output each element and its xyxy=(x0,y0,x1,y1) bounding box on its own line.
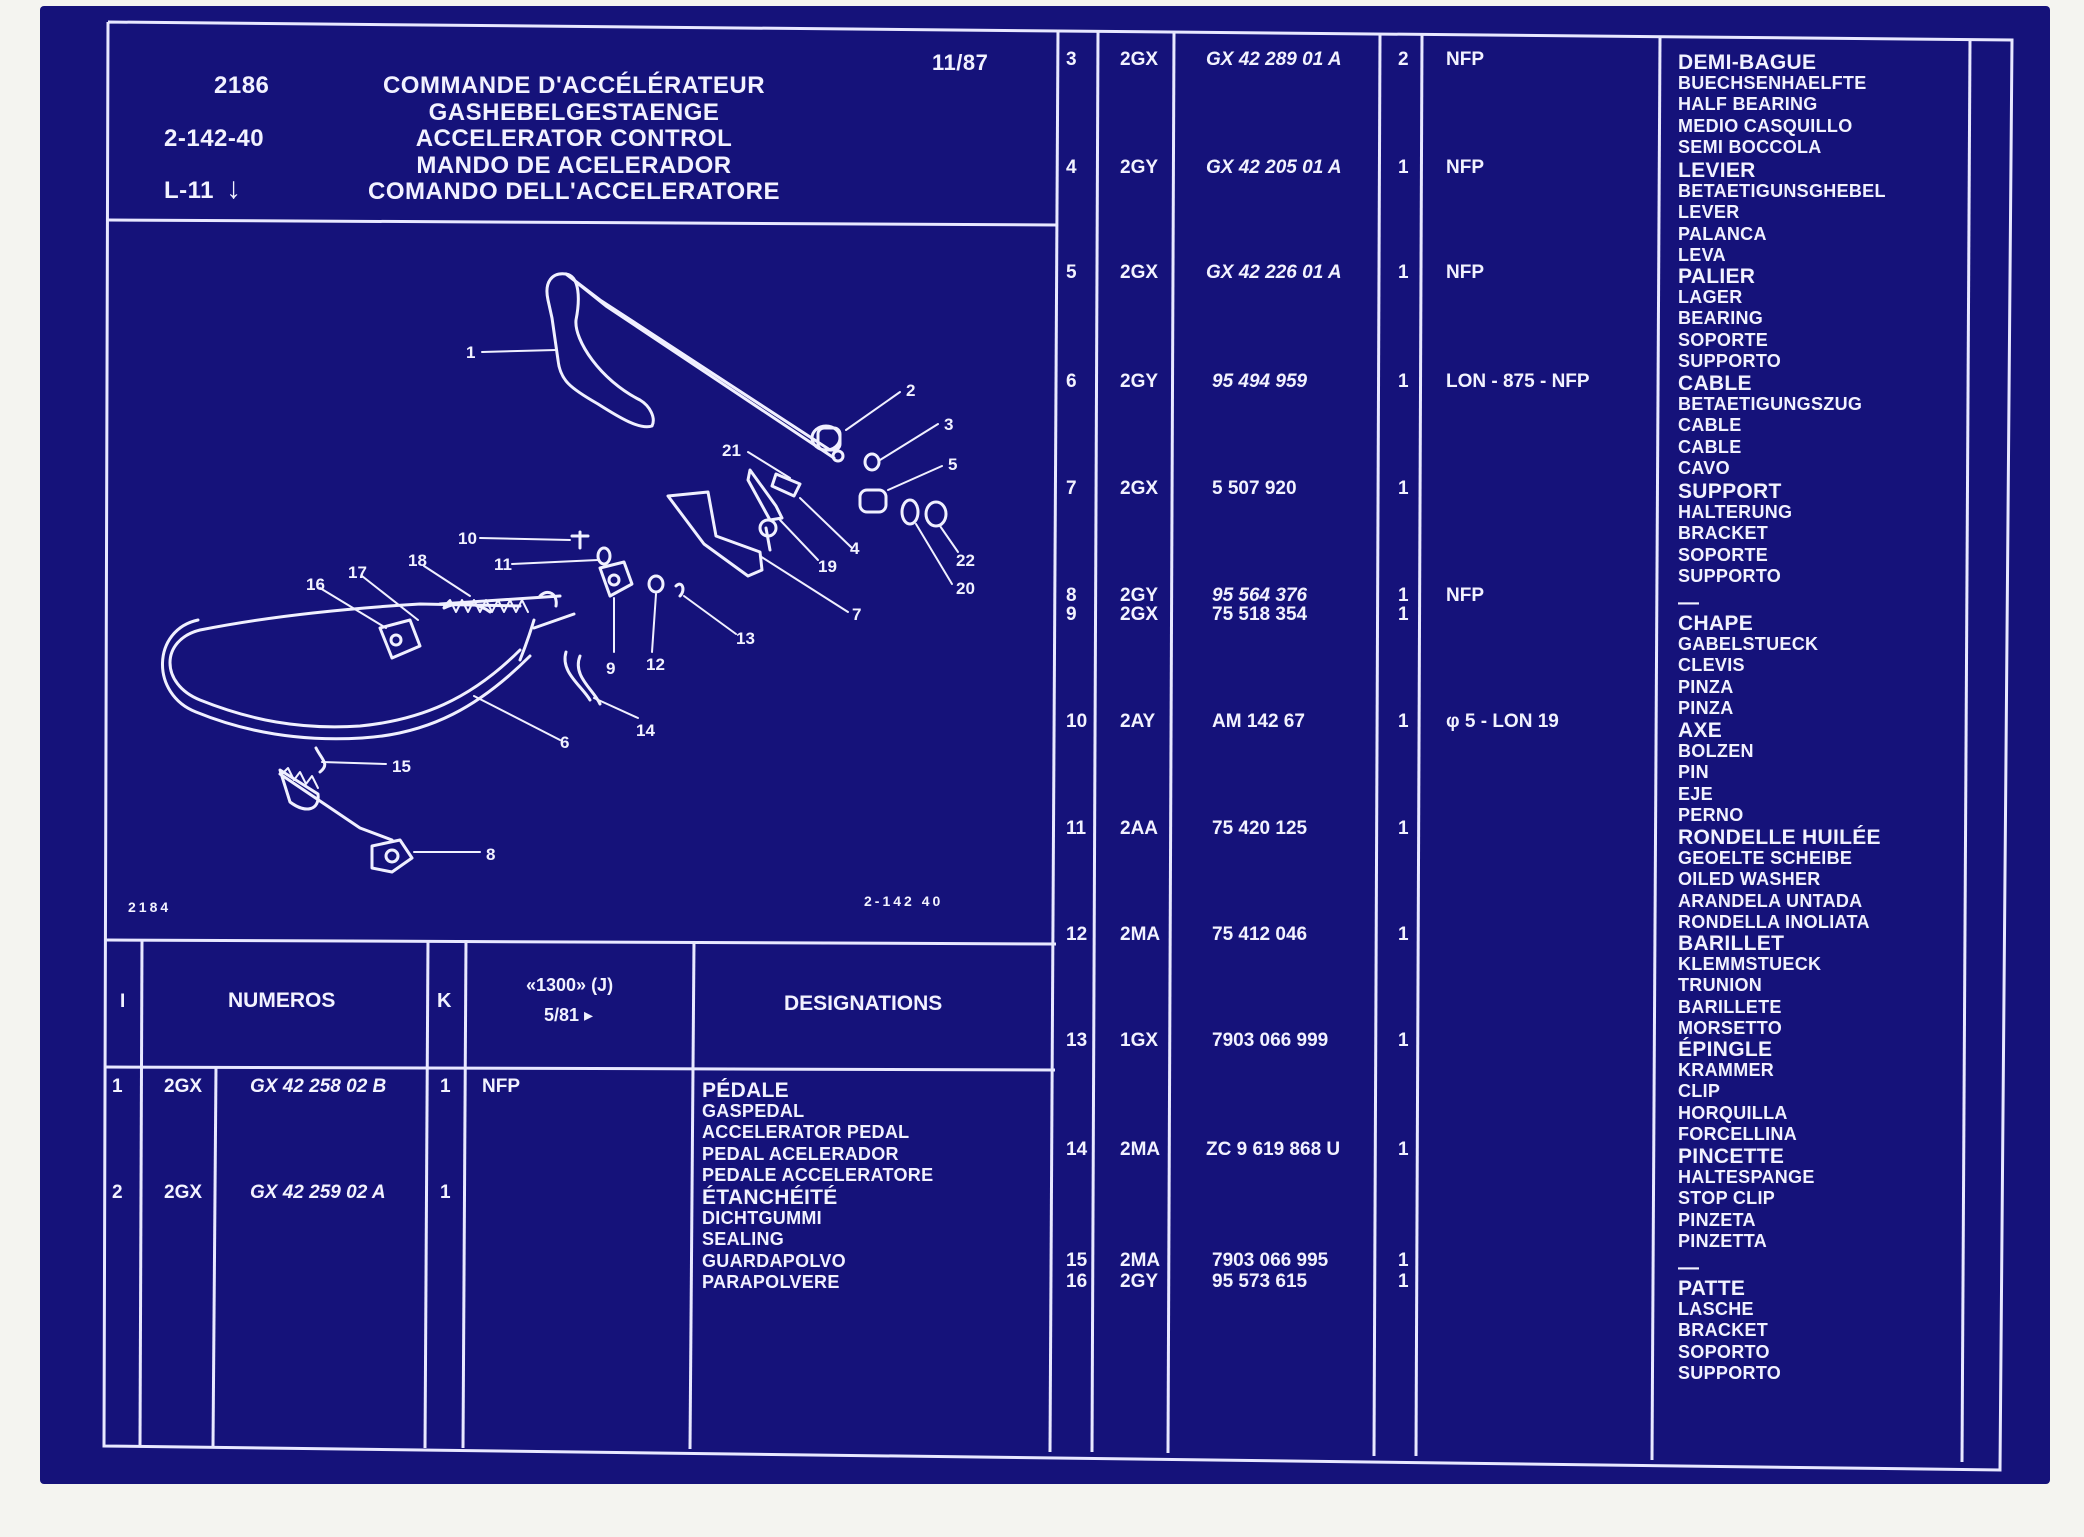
part-designation: SOPORTO xyxy=(1678,1342,1770,1362)
part-item-number: 3 xyxy=(1066,49,1077,70)
callout-label: 6 xyxy=(560,733,570,752)
part-designation: PARAPOLVERE xyxy=(702,1272,840,1292)
callout-label: 5 xyxy=(948,455,958,474)
part-designation: ACCELERATOR PEDAL xyxy=(702,1122,910,1142)
part-item-number: 15 xyxy=(1066,1250,1088,1271)
part-designation: CLIP xyxy=(1678,1081,1721,1101)
part-designation: OILED WASHER xyxy=(1678,869,1821,889)
part-qty: 1 xyxy=(1398,262,1409,283)
part-designation: BETAETIGUNSGHEBEL xyxy=(1678,181,1886,201)
part-designation: SUPPORTO xyxy=(1678,351,1782,371)
part-designation: PALANCA xyxy=(1678,224,1767,244)
part-qty: 1 xyxy=(1398,1139,1409,1160)
fig-code: 2-142 40 xyxy=(864,893,944,909)
part-note: NFP xyxy=(482,1076,520,1097)
part-item-number: 11 xyxy=(1066,818,1087,839)
callout-label: 8 xyxy=(486,845,496,864)
part-code: 2AY xyxy=(1120,711,1156,732)
part-qty: 1 xyxy=(1398,585,1409,606)
part-designation: AXE xyxy=(1678,719,1723,742)
part-item-number: 8 xyxy=(1066,585,1077,606)
part-designation: PINZA xyxy=(1678,677,1734,697)
part-code: 2GX xyxy=(1120,49,1159,70)
callout-label: 4 xyxy=(850,539,860,558)
part-designation: GABELSTUECK xyxy=(1678,634,1819,654)
part-designation: RONDELLA INOLIATA xyxy=(1678,912,1870,932)
part-designation: PEDALE ACCELERATORE xyxy=(702,1165,934,1185)
callout-label: 19 xyxy=(818,557,837,576)
part-code: 2GX xyxy=(1120,478,1159,499)
part-qty: 2 xyxy=(1398,49,1409,70)
part-code: 2GY xyxy=(1120,585,1159,606)
col-header-index: I xyxy=(120,991,126,1012)
part-qty: 1 xyxy=(1398,818,1409,839)
callout-label: 16 xyxy=(306,575,325,594)
page-ref-arrow: ↓ xyxy=(226,172,242,205)
part-qty: 1 xyxy=(440,1182,451,1203)
part-designation: BOLZEN xyxy=(1678,741,1754,761)
part-code: 2GX xyxy=(164,1076,203,1097)
callout-label: 11 xyxy=(494,555,512,574)
part-ref: 7903 066 995 xyxy=(1212,1250,1329,1271)
part-code: 2GY xyxy=(1120,1271,1159,1292)
callout-label: 3 xyxy=(944,415,954,434)
part-designation: — xyxy=(1678,591,1700,614)
col-header-designations: DESIGNATIONS xyxy=(784,992,943,1015)
part-ref: GX 42 205 01 A xyxy=(1206,157,1342,178)
part-item-number: 16 xyxy=(1066,1271,1088,1292)
part-designation: CLEVIS xyxy=(1678,655,1745,675)
part-note: φ 5 - LON 19 xyxy=(1446,711,1559,732)
title-line: COMANDO DELL'ACCELERATORE xyxy=(368,178,780,205)
part-item-number: 12 xyxy=(1066,924,1088,945)
part-designation: BETAETIGUNGSZUG xyxy=(1678,394,1863,414)
fig-number: 2184 xyxy=(128,899,172,915)
part-item-number: 9 xyxy=(1066,604,1077,625)
part-designation: FORCELLINA xyxy=(1678,1124,1797,1144)
callout-label: 22 xyxy=(956,551,975,570)
part-ref: GX 42 289 01 A xyxy=(1206,49,1342,70)
part-ref: GX 42 259 02 A xyxy=(250,1182,386,1203)
part-code: 2GY xyxy=(1120,157,1159,178)
part-designation: EJE xyxy=(1678,784,1713,804)
part-designation: LEVIER xyxy=(1678,159,1756,182)
part-qty: 1 xyxy=(1398,371,1409,392)
part-item-number: 1 xyxy=(112,1076,123,1097)
part-code: 2MA xyxy=(1120,1139,1161,1160)
part-code: 1GX xyxy=(1120,1030,1159,1051)
callout-label: 1 xyxy=(466,343,476,362)
part-designation: ÉTANCHÉITÉ xyxy=(702,1186,838,1209)
callout-label: 14 xyxy=(636,721,655,740)
part-designation: SUPPORTO xyxy=(1678,566,1782,586)
title-line: COMMANDE D'ACCÉLÉRATEUR xyxy=(382,72,766,99)
part-qty: 1 xyxy=(1398,1271,1409,1292)
part-designation: SOPORTE xyxy=(1678,330,1769,350)
part-designation: — xyxy=(1678,1256,1700,1279)
part-note: NFP xyxy=(1446,262,1484,283)
callout-label: 10 xyxy=(458,529,477,548)
part-ref: GX 42 226 01 A xyxy=(1206,262,1342,283)
part-code: 2GX xyxy=(1120,262,1159,283)
part-item-number: 6 xyxy=(1066,371,1077,392)
part-designation: PINZETA xyxy=(1678,1210,1756,1230)
part-designation: SUPPORT xyxy=(1678,480,1782,503)
part-designation: LAGER xyxy=(1678,287,1743,307)
part-designation: TRUNION xyxy=(1678,975,1763,995)
part-note: NFP xyxy=(1446,157,1484,178)
part-item-number: 4 xyxy=(1066,157,1077,178)
part-designation: KLEMMSTUECK xyxy=(1678,954,1822,974)
col-header-model-1: «1300» (J) xyxy=(526,975,614,995)
page-ref: L-11 xyxy=(164,177,215,204)
title-line: ACCELERATOR CONTROL xyxy=(415,125,733,152)
part-designation: PALIER xyxy=(1678,265,1756,288)
ref-number: 2186 xyxy=(214,72,270,99)
callout-label: 12 xyxy=(646,655,665,674)
part-designation: BARILLETE xyxy=(1678,997,1782,1017)
callout-label: 18 xyxy=(408,551,427,570)
part-designation: MEDIO CASQUILLO xyxy=(1678,116,1853,136)
part-qty: 1 xyxy=(1398,157,1409,178)
part-qty: 1 xyxy=(1398,1030,1409,1051)
part-ref: 75 420 125 xyxy=(1212,818,1308,839)
title-line: GASHEBELGESTAENGE xyxy=(428,99,720,126)
part-designation: HALTESPANGE xyxy=(1678,1167,1815,1187)
part-designation: PIN xyxy=(1678,762,1709,782)
part-designation: ARANDELA UNTADA xyxy=(1678,891,1863,911)
part-designation: GEOELTE SCHEIBE xyxy=(1678,848,1853,868)
part-designation: MORSETTO xyxy=(1678,1018,1783,1038)
col-header-numeros: NUMEROS xyxy=(228,989,336,1012)
part-item-number: 10 xyxy=(1066,711,1088,732)
part-designation: BUECHSENHAELFTE xyxy=(1678,73,1867,93)
part-designation: HORQUILLA xyxy=(1678,1103,1788,1123)
part-ref: 95 564 376 xyxy=(1212,585,1308,606)
part-designation: SUPPORTO xyxy=(1678,1363,1782,1383)
callout-label: 20 xyxy=(956,579,975,598)
part-ref: 95 573 615 xyxy=(1212,1271,1308,1292)
part-ref: 75 412 046 xyxy=(1212,924,1308,945)
callout-label: 21 xyxy=(722,441,741,460)
callout-label: 17 xyxy=(348,563,367,582)
part-designation: PÉDALE xyxy=(702,1079,789,1102)
part-designation: GASPEDAL xyxy=(702,1101,805,1121)
callout-label: 7 xyxy=(852,605,862,624)
part-designation: PINZA xyxy=(1678,698,1734,718)
part-qty: 1 xyxy=(1398,711,1409,732)
part-qty: 1 xyxy=(1398,604,1409,625)
part-qty: 1 xyxy=(440,1076,451,1097)
part-designation: ÉPINGLE xyxy=(1678,1038,1773,1061)
part-item-number: 13 xyxy=(1066,1030,1088,1051)
part-designation: BEARING xyxy=(1678,308,1764,328)
part-designation: BRACKET xyxy=(1678,523,1769,543)
part-item-number: 7 xyxy=(1066,478,1077,499)
title-line: MANDO DE ACELERADOR xyxy=(416,152,732,179)
part-code: 2AA xyxy=(1120,818,1159,839)
part-designation: STOP CLIP xyxy=(1678,1188,1776,1208)
part-ref: AM 142 67 xyxy=(1212,711,1305,732)
callout-label: 15 xyxy=(392,757,411,776)
part-qty: 1 xyxy=(1398,924,1409,945)
part-designation: CAVO xyxy=(1678,458,1730,478)
part-item-number: 2 xyxy=(112,1182,123,1203)
part-designation: HALTERUNG xyxy=(1678,502,1793,522)
part-designation: PINZETTA xyxy=(1678,1231,1768,1251)
callout-label: 2 xyxy=(906,381,916,400)
part-designation: SOPORTE xyxy=(1678,545,1769,565)
part-designation: PEDAL ACELERADOR xyxy=(702,1144,899,1164)
part-note: NFP xyxy=(1446,49,1484,70)
part-designation: CABLE xyxy=(1678,372,1752,395)
callout-label: 9 xyxy=(606,659,616,678)
col-header-k: K xyxy=(437,990,452,1012)
part-ref: GX 42 258 02 B xyxy=(250,1076,387,1097)
part-designation: LASCHE xyxy=(1678,1299,1754,1319)
part-designation: RONDELLE HUILÉE xyxy=(1678,826,1881,849)
part-designation: CABLE xyxy=(1678,437,1742,457)
part-designation: DEMI-BAGUE xyxy=(1678,51,1817,74)
col-header-model-2: 5/81 ▸ xyxy=(544,1005,594,1025)
part-note: LON - 875 - NFP xyxy=(1446,371,1590,392)
callout-label: 13 xyxy=(736,629,755,648)
part-ref: 75 518 354 xyxy=(1212,604,1308,625)
part-code: 2GX xyxy=(1120,604,1159,625)
part-designation: SEMI BOCCOLA xyxy=(1678,137,1822,157)
part-designation: KRAMMER xyxy=(1678,1060,1775,1080)
part-note: NFP xyxy=(1446,585,1484,606)
part-code: 2GY xyxy=(1120,371,1159,392)
part-designation: SEALING xyxy=(702,1229,785,1249)
part-designation: PERNO xyxy=(1678,805,1744,825)
part-designation: BARILLET xyxy=(1678,932,1785,955)
part-ref: 95 494 959 xyxy=(1212,371,1308,392)
group-code: 2-142-40 xyxy=(164,125,265,152)
part-designation: GUARDAPOLVO xyxy=(702,1251,846,1271)
part-designation: BRACKET xyxy=(1678,1320,1769,1340)
part-designation: PINCETTE xyxy=(1678,1145,1785,1168)
part-ref: 7903 066 999 xyxy=(1212,1030,1329,1051)
part-ref: ZC 9 619 868 U xyxy=(1206,1139,1341,1160)
part-ref: 5 507 920 xyxy=(1212,478,1297,499)
part-designation: CABLE xyxy=(1678,415,1742,435)
part-designation: LEVER xyxy=(1678,202,1740,222)
part-code: 2GX xyxy=(164,1182,203,1203)
part-designation: DICHTGUMMI xyxy=(702,1208,822,1228)
part-item-number: 5 xyxy=(1066,262,1077,283)
date-label: 11/87 xyxy=(932,50,989,75)
part-designation: PATTE xyxy=(1678,1277,1746,1300)
part-designation: CHAPE xyxy=(1678,612,1754,635)
part-designation: HALF BEARING xyxy=(1678,94,1818,114)
part-qty: 1 xyxy=(1398,1250,1409,1271)
part-item-number: 14 xyxy=(1066,1139,1088,1160)
part-qty: 1 xyxy=(1398,478,1409,499)
part-code: 2MA xyxy=(1120,924,1161,945)
part-designation: LEVA xyxy=(1678,245,1726,265)
part-code: 2MA xyxy=(1120,1250,1161,1271)
